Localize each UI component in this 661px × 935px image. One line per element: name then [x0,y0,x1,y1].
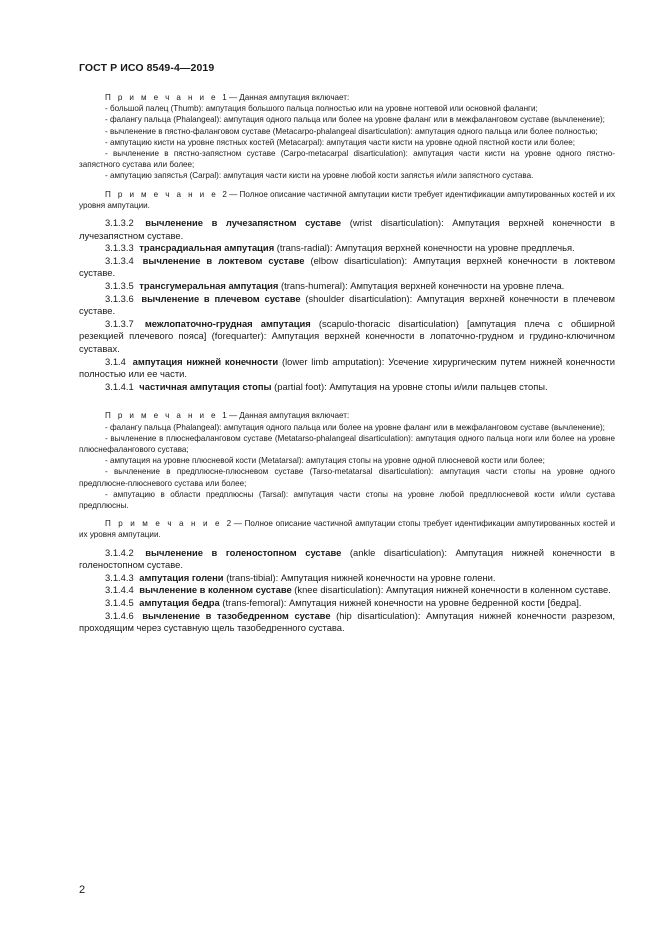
definition-term: вычленение в плечевом суставе [141,292,301,304]
definition [79,293,615,318]
definition-text: (elbow disarticulation): Ампутация верхней конечности в локтевом суставе. [79,254,616,279]
note-item: - фалангу пальца (Phalangeal): ампутация одного пальца или более на уровне фаланг или в межфаланговом суставе (вычленение); [105,115,605,125]
definition-term: ампутация бедра [139,596,220,608]
definition-term: вычленение в голеностопном суставе [145,546,342,558]
definition-number: 3.1.3.6 [105,292,134,304]
definition-number: 3.1.4.3 [105,571,134,583]
definition-text: (hip disarticulation): Ампутация нижней конечности разрезом, проходящим через суставную щель тазобедренного сустава. [79,609,615,634]
definition-text: (shoulder disarticulation): Ампутация верхней конечности в плечевом суставе. [79,292,615,317]
definition-number: 3.1.4.1 [105,380,134,392]
definition [79,217,615,242]
page-number: 2 [79,884,86,896]
definition-number: 3.1.3.5 [105,280,134,291]
definition [79,280,615,293]
definition-term: вычленение в лучезапястном суставе [145,217,342,229]
note-item: - вычленение в предплюсне-плюсневом суставе (Tarso-metatarsal disarticulation): ампутация части стопы на уровне одного предплюсне-плюсневого сустава или более; [79,467,615,488]
page-header: ГОСТ Р ИСО 8549-4—2019 [79,62,215,74]
definition-term: межлопаточно-грудная ампутация [144,317,311,329]
definition-term: трансрадиальная ампутация [139,242,275,254]
definition-number: 3.1.4.5 [105,596,134,608]
note-item: - ампутацию в области предплюсны (Tarsal): ампутация части стопы на уровне любой предплюсневой кости и/или сустава предплюсны. [79,489,615,510]
note-item: - ампутацию запястья (Carpal): ампутация части кисти на уровне любой кости запястья и/или запястного сустава. [105,171,534,181]
definition-number: 3.1.4 [105,355,126,367]
definition-text: (trans-femoral): Ампутация нижней конечности на уровне бедренной кости [бедра]. [222,596,582,608]
definition [79,318,615,356]
definition-text: (ankle disarticulation): Ампутация нижней конечности в голеностопном суставе. [79,546,615,571]
note-text: 2 — Полное описание частичной ампутации кисти требует идентификации ампутированных костей и их уровня ампутации. [79,189,615,210]
definition [79,584,615,597]
definitions-lower [79,547,615,635]
note-hand-1 [79,92,615,182]
definition-number: 3.1.4.2 [105,546,134,558]
definition [79,356,615,381]
definition [79,610,615,635]
note-intro-text: 1 — Данная ампутация включает: [222,93,350,102]
note-tag: П р и м е ч а н и е [105,411,218,421]
definition-number: 3.1.3.3 [105,242,134,254]
definition-number: 3.1.3.7 [105,317,134,329]
definition-term: частичная ампутация стопы [139,380,272,392]
definition-term: трансгумеральная ампутация [139,280,279,291]
note-tag: П р и м е ч а н и е [105,189,219,199]
definition-term: вычленение в локтевом суставе [142,254,305,266]
note-tag: П р и м е ч а н и е [105,519,222,529]
note-intro [79,410,615,421]
definition-number: 3.1.4.4 [105,584,134,596]
definitions-upper [79,217,615,393]
note-tag: П р и м е ч а н и е [105,93,218,102]
note-text: 2 — Полное описание частичной ампутации стопы требует идентификации ампутированных костей и их уровня ампутации. [79,519,616,540]
definition-text: (wrist disarticulation): Ампутация верхней конечности в лучезапястном суставе. [79,217,616,241]
definition [79,255,615,280]
definition-text: (scapulo-thoracic disarticulation) [ампутация плеча с обширной резекцией плечевого пояса] (forequarter): Ампутация верхней конечности в лопаточно-грудном и грудино-ключичном суставах. [79,317,615,354]
note-item: - большой палец (Thumb): ампутация большого пальца полностью или на уровне ногтевой или основной фаланги; [105,104,538,114]
definition [79,242,615,255]
definition-text: (trans-radial): Ампутация верхней конечности на уровне предплечья. [276,242,575,254]
note-item: - вычленение в плюснефаланговом суставе (Metatarso-phalangeal disarticulation): ампутация одного пальца ноги или более на уровне плюснефалангового сустава; [79,433,615,454]
note-foot-2 [79,518,615,540]
definition-number: 3.1.4.6 [105,609,134,621]
note-intro [79,92,615,103]
definition-term: вычленение в тазобедренном суставе [142,609,331,621]
note-intro-text: 1 — Данная ампутация включает: [222,411,350,421]
page-content [79,92,615,635]
note-item: - фалангу пальца (Phalangeal): ампутация одного пальца или более на уровне фаланг или в межфаланговом суставе (вычленение); [105,422,605,432]
definition-term: ампутация голени [139,571,224,583]
definition-number: 3.1.3.4 [105,254,134,266]
definition-text: (trans-tibial): Ампутация нижней конечности на уровне голени. [226,571,496,583]
definition-text: (knee disarticulation): Ампутация нижней конечности в коленном суставе. [294,584,611,596]
note-foot-1 [79,410,615,511]
note-item: - ампутацию кисти на уровне пястных костей (Metacarpal): ампутация части кисти на уровне одной пястной кости или более; [105,137,575,147]
definition-text: (lower limb amputation): Усечение хирургическим путем нижней конечности полностью или ее части. [79,355,616,380]
definition-term: ампутация нижней конечности [132,355,279,367]
note-hand-2 [79,189,615,211]
note-item: - вычленение в пястно-фаланговом суставе (Metacarpo-phalangeal disarticulation): ампутация одного пальца или более полностью; [105,126,598,136]
note-item: - вычленение в пястно-запястном суставе (Carpo-metacarpal disarticulation): ампутация части кисти на уровне одного пястно-запястного сустава или более; [79,149,615,170]
definition [79,572,615,585]
definition [79,547,615,572]
note-item: - ампутация на уровне плюсневой кости (Metatarsal): ампутация стопы на уровне одной плюсневой кости или более; [105,456,545,466]
definition [79,381,615,394]
note-paragraph [79,518,615,540]
note-paragraph [79,189,615,211]
definition-term: вычленение в коленном суставе [139,584,292,596]
definition [79,597,615,610]
definition-text: (partial foot): Ампутация на уровне стопы и/или пальцев стопы. [274,380,548,392]
definition-text: (trans-humeral): Ампутация верхней конечности на уровне плеча. [281,280,565,291]
definition-number: 3.1.3.2 [105,217,134,229]
